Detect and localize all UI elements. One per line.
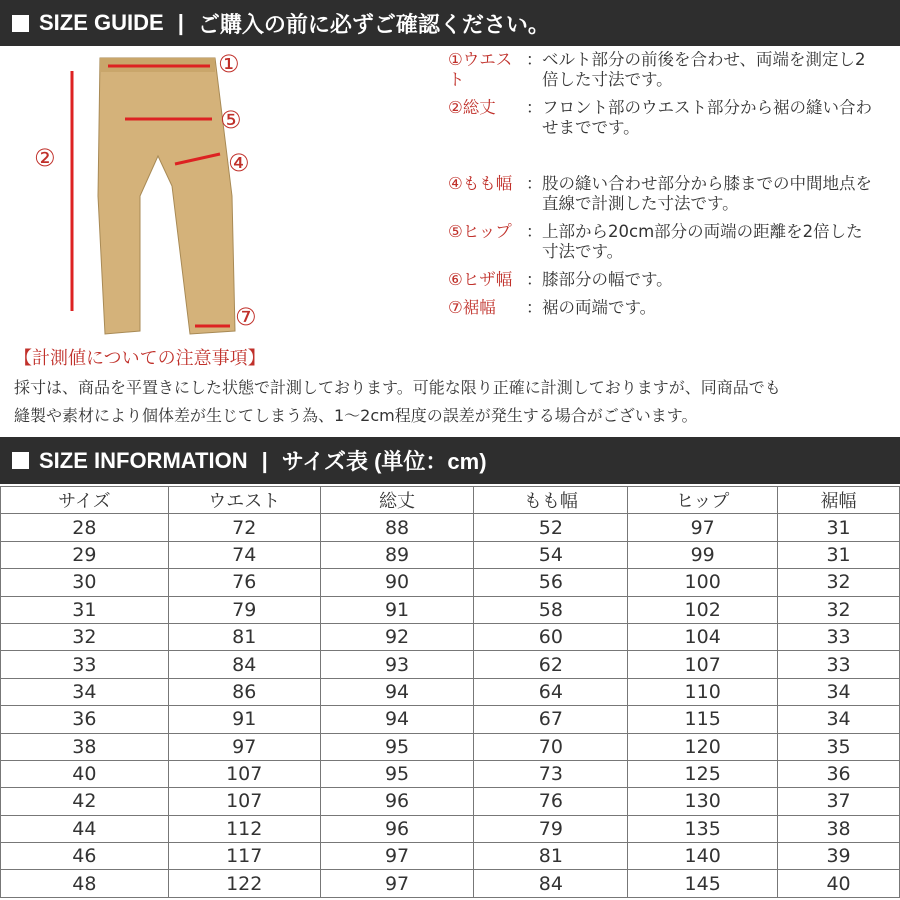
def-text: 股の縫い合わせ部分から膝までの中間地点を直線で計測した寸法です。 — [542, 174, 872, 213]
definition-hip — [448, 222, 898, 262]
column-header: 裾幅 — [778, 487, 900, 514]
table-cell: 100 — [628, 569, 778, 596]
table-cell: 97 — [320, 843, 474, 870]
table-row — [1, 596, 900, 623]
def-key: ⑤ヒップ — [448, 222, 512, 241]
marker-5: ⑤ — [220, 106, 242, 134]
colon: ： — [526, 298, 543, 317]
colon: ： — [526, 98, 543, 117]
table-cell: 120 — [628, 733, 778, 760]
table-cell: 91 — [168, 706, 320, 733]
table-cell: 95 — [320, 733, 474, 760]
table-cell: 79 — [168, 596, 320, 623]
table-header-row — [1, 487, 900, 514]
table-row — [1, 870, 900, 897]
table-cell: 88 — [320, 514, 474, 541]
separator: | — [177, 10, 184, 35]
table-cell: 40 — [1, 760, 169, 787]
table-row — [1, 843, 900, 870]
table-cell: 89 — [320, 541, 474, 568]
table-cell: 107 — [168, 760, 320, 787]
table-cell: 48 — [1, 870, 169, 897]
table-cell: 40 — [778, 870, 900, 897]
notes-line: 採寸は、商品を平置きにした状態で計測しております。可能な限り正確に計測しておりますが、同商品でも — [14, 378, 781, 397]
table-cell: 140 — [628, 843, 778, 870]
table-row — [1, 623, 900, 650]
definition-knee — [448, 270, 898, 290]
table-cell: 31 — [778, 514, 900, 541]
table-cell: 95 — [320, 760, 474, 787]
table-cell: 81 — [168, 623, 320, 650]
table-cell: 93 — [320, 651, 474, 678]
notes-line: 縫製や素材により個体差が生じてしまう為、1～2cm程度の誤差が発生する場合がございます。 — [14, 406, 698, 425]
table-cell: 135 — [628, 815, 778, 842]
def-key: ①ウエスト — [448, 50, 513, 89]
table-cell: 84 — [168, 651, 320, 678]
table-cell: 91 — [320, 596, 474, 623]
table-cell: 92 — [320, 623, 474, 650]
table-cell: 34 — [778, 678, 900, 705]
size-information-header — [0, 437, 900, 484]
table-cell: 33 — [778, 623, 900, 650]
pants-diagram — [0, 46, 440, 346]
table-cell: 56 — [474, 569, 628, 596]
separator: | — [261, 447, 268, 473]
table-cell: 35 — [778, 733, 900, 760]
table-cell: 94 — [320, 706, 474, 733]
size-table — [0, 486, 900, 898]
table-cell: 37 — [778, 788, 900, 815]
table-cell: 96 — [320, 788, 474, 815]
definition-length — [448, 98, 898, 138]
table-cell: 38 — [778, 815, 900, 842]
table-cell: 29 — [1, 541, 169, 568]
measurement-notes — [14, 344, 894, 430]
def-text: ベルト部分の前後を合わせ、両端を測定し2倍した寸法です。 — [542, 50, 866, 89]
table-cell: 145 — [628, 870, 778, 897]
table-cell: 110 — [628, 678, 778, 705]
def-text: フロント部のウエスト部分から裾の縫い合わせまでです。 — [542, 98, 872, 137]
table-cell: 97 — [168, 733, 320, 760]
table-cell: 76 — [474, 788, 628, 815]
marker-7: ⑦ — [235, 303, 257, 331]
table-cell: 36 — [1, 706, 169, 733]
definition-hem — [448, 298, 898, 318]
header-subtitle: サイズ表 (単位：cm) — [281, 449, 487, 474]
table-cell: 115 — [628, 706, 778, 733]
table-cell: 102 — [628, 596, 778, 623]
table-cell: 58 — [474, 596, 628, 623]
def-key: ②総丈 — [448, 98, 496, 117]
table-cell: 70 — [474, 733, 628, 760]
table-cell: 96 — [320, 815, 474, 842]
table-cell: 28 — [1, 514, 169, 541]
def-key: ⑦裾幅 — [448, 298, 496, 317]
table-row — [1, 514, 900, 541]
table-cell: 107 — [628, 651, 778, 678]
definition-waist — [448, 50, 898, 90]
table-row — [1, 651, 900, 678]
table-cell: 72 — [168, 514, 320, 541]
table-cell: 54 — [474, 541, 628, 568]
table-row — [1, 678, 900, 705]
table-cell: 62 — [474, 651, 628, 678]
square-icon — [12, 15, 29, 32]
table-cell: 34 — [778, 706, 900, 733]
table-cell: 60 — [474, 623, 628, 650]
colon: ： — [526, 174, 543, 193]
table-row — [1, 733, 900, 760]
colon: ： — [526, 50, 543, 69]
table-cell: 97 — [320, 870, 474, 897]
table-row — [1, 706, 900, 733]
marker-2: ② — [34, 144, 56, 172]
colon: ： — [526, 222, 543, 241]
table-row — [1, 788, 900, 815]
table-cell: 32 — [1, 623, 169, 650]
header-title: SIZE GUIDE — [39, 10, 164, 35]
table-cell: 33 — [1, 651, 169, 678]
def-text: 膝部分の幅です。 — [542, 270, 673, 289]
column-header: ヒップ — [628, 487, 778, 514]
header-title: SIZE INFORMATION — [39, 447, 248, 473]
table-cell: 32 — [778, 569, 900, 596]
table-cell: 125 — [628, 760, 778, 787]
notes-title: 【計測値についての注意事項】 — [14, 348, 266, 369]
table-cell: 99 — [628, 541, 778, 568]
marker-1: ① — [218, 50, 240, 78]
table-cell: 64 — [474, 678, 628, 705]
def-key: ⑥ヒザ幅 — [448, 270, 513, 289]
table-cell: 46 — [1, 843, 169, 870]
table-cell: 32 — [778, 596, 900, 623]
column-header: ウエスト — [168, 487, 320, 514]
table-cell: 39 — [778, 843, 900, 870]
table-cell: 104 — [628, 623, 778, 650]
table-cell: 79 — [474, 815, 628, 842]
table-cell: 107 — [168, 788, 320, 815]
table-cell: 81 — [474, 843, 628, 870]
table-cell: 130 — [628, 788, 778, 815]
table-cell: 112 — [168, 815, 320, 842]
def-text: 裾の両端です。 — [542, 298, 657, 317]
column-header: 総丈 — [320, 487, 474, 514]
table-cell: 94 — [320, 678, 474, 705]
table-cell: 33 — [778, 651, 900, 678]
table-cell: 38 — [1, 733, 169, 760]
table-cell: 30 — [1, 569, 169, 596]
header-subtitle: ご購入の前に必ずご確認ください。 — [197, 11, 550, 37]
pants-illustration — [0, 46, 440, 346]
table-cell: 97 — [628, 514, 778, 541]
definition-thigh — [448, 174, 898, 214]
table-row — [1, 541, 900, 568]
def-text: 上部から20cm部分の両端の距離を2倍した寸法です。 — [542, 222, 863, 261]
column-header: サイズ — [1, 487, 169, 514]
def-key: ④もも幅 — [448, 174, 513, 193]
table-cell: 117 — [168, 843, 320, 870]
table-cell: 42 — [1, 788, 169, 815]
colon: ： — [526, 270, 543, 289]
table-cell: 74 — [168, 541, 320, 568]
table-cell: 36 — [778, 760, 900, 787]
table-cell: 84 — [474, 870, 628, 897]
table-cell: 44 — [1, 815, 169, 842]
table-row — [1, 815, 900, 842]
table-cell: 31 — [1, 596, 169, 623]
table-cell: 52 — [474, 514, 628, 541]
table-row — [1, 569, 900, 596]
square-icon — [12, 452, 29, 469]
table-cell: 90 — [320, 569, 474, 596]
table-cell: 34 — [1, 678, 169, 705]
table-cell: 31 — [778, 541, 900, 568]
column-header: もも幅 — [474, 487, 628, 514]
table-cell: 86 — [168, 678, 320, 705]
table-cell: 76 — [168, 569, 320, 596]
table-row — [1, 760, 900, 787]
marker-4: ④ — [228, 149, 250, 177]
table-cell: 122 — [168, 870, 320, 897]
measurement-definitions — [448, 50, 898, 326]
size-guide-header — [0, 0, 900, 46]
table-cell: 67 — [474, 706, 628, 733]
table-cell: 73 — [474, 760, 628, 787]
